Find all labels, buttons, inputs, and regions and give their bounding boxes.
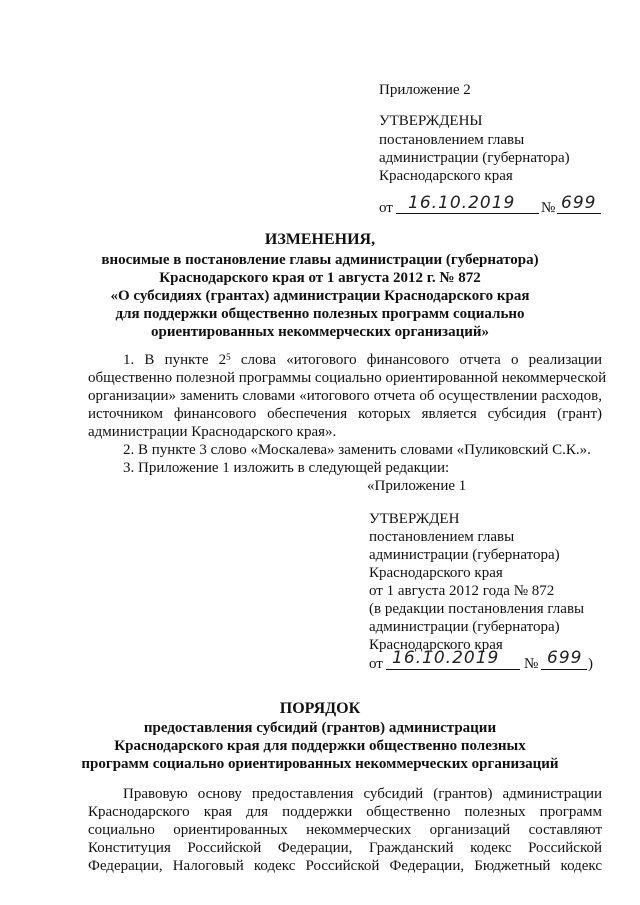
appendix1-date-prefix: от (369, 656, 383, 672)
approved-heading: УТВЕРЖДЕНЫ (379, 113, 483, 129)
appendix1-line: Краснодарского края (369, 637, 503, 653)
number-prefix: № (541, 200, 556, 216)
approved-line: Краснодарского края (379, 168, 513, 184)
procedure-heading: ПОРЯДОК (279, 700, 361, 717)
item1-line: 1. В пункте $2^5$ слова «итогового финансового отчета о реализации (123, 352, 602, 368)
date-underline (396, 213, 539, 214)
item1-line: источником финансового обеспечения которых является субсидия (грант) (88, 406, 602, 422)
superscript: 5 (226, 352, 231, 362)
body-line: Конституция Российской Федерации, Гражданский кодекс Российской (88, 840, 602, 856)
date-prefix: от (379, 200, 393, 216)
body-line: Краснодарского края для поддержки общественно полезных программ (88, 804, 602, 820)
body-line: Федерации, Налоговый кодекс Российской Федерации, Бюджетный кодекс (88, 858, 602, 874)
title-line: для поддержки общественно полезных программ социально (115, 306, 525, 322)
approved-line: администрации (губернатора) (379, 150, 570, 166)
appendix1-line: администрации (губернатора) (369, 547, 560, 563)
procedure-line: программ социально ориентированных некоммерческих организаций (81, 756, 559, 772)
handwritten-number: 699 (561, 193, 597, 213)
handwritten-date: 16.10.2019 (408, 193, 516, 213)
procedure-line: предоставления субсидий (грантов) администрации (143, 720, 497, 736)
appendix1-line: (в редакции постановления главы (369, 601, 585, 617)
handwritten-date: 16.10.2019 (392, 648, 500, 668)
closing-paren: ) (588, 656, 593, 672)
body-line: социально ориентированных некоммерческих организаций составляют (88, 822, 602, 838)
handwritten-number: 699 (547, 648, 583, 668)
title-line: «О субсидиях (грантах) администрации Краснодарского края (110, 288, 530, 304)
appendix1-line: постановлением главы (369, 529, 515, 545)
appendix1-number-underline (541, 669, 587, 670)
item3: 3. Приложение 1 изложить в следующей редакции: (123, 460, 450, 476)
appendix1-number-prefix: № (524, 656, 539, 672)
changes-heading: ИЗМЕНЕНИЯ, (264, 231, 376, 248)
item1-line: организации» заменить словами «итогового отчета об осуществлении расходов, (88, 388, 602, 404)
title-line: ориентированных некоммерческих организаций» (150, 324, 490, 340)
appendix1-line: от 1 августа 2012 года № 872 (369, 583, 555, 599)
appendix1-approved: УТВЕРЖДЕН (369, 511, 460, 527)
appendix1-line: администрации (губернатора) (369, 619, 560, 635)
appendix1-date-underline (386, 669, 520, 670)
item1-line: общественно полезной программы социально ориентированной некоммерческой (88, 370, 607, 386)
approved-line: постановлением главы (379, 132, 525, 148)
appendix1-label: «Приложение 1 (367, 478, 467, 494)
title-line: Краснодарского края от 1 августа 2012 г. № 872 (159, 270, 481, 286)
item2: 2. В пункте 3 слово «Москалева» заменить словами «Пуликовский С.К.». (123, 442, 591, 458)
item1-line: администрации Краснодарского края». (88, 424, 337, 440)
appendix1-line: Краснодарского края (369, 565, 503, 581)
title-line: вносимые в постановление главы администрации (губернатора) (101, 252, 539, 268)
number-underline (557, 213, 601, 214)
body-line: Правовую основу предоставления субсидий (грантов) администрации (123, 786, 602, 802)
procedure-line: Краснодарского края для поддержки общественно полезных (114, 738, 526, 754)
appendix-label: Приложение 2 (379, 82, 471, 98)
